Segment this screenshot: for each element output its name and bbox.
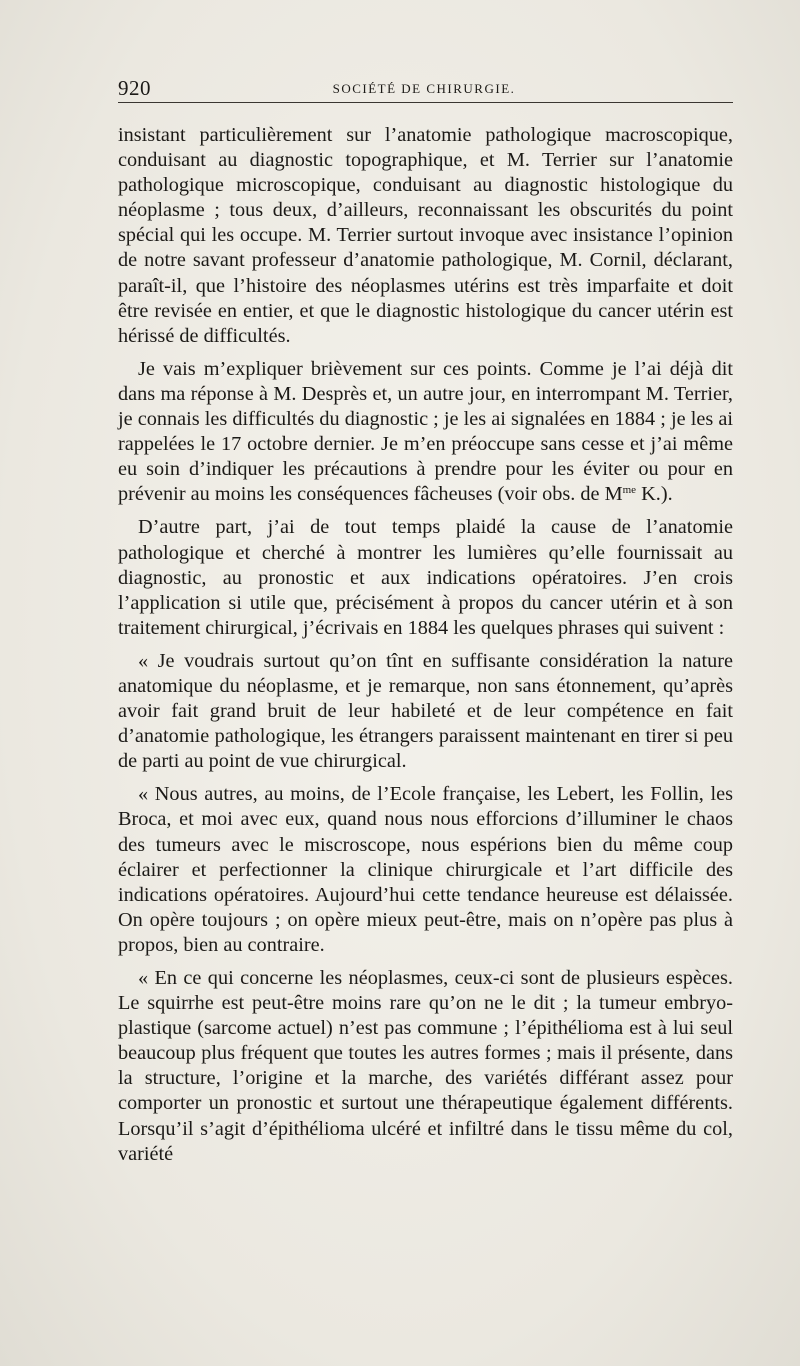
paragraph-2 bbox=[118, 357, 733, 508]
superscript-me: me bbox=[622, 484, 637, 497]
paragraph-3: D’autre part, j’ai de tout temps plaidé la cause de l’anatomie pathologique et cherché à montrer les lumières qu’elle fournissait au diagnostic, au pronostic et aux indications opératoires. J’en crois l’application si utile que, précisément à propos du cancer utérin et à son traitement chirurgical, j’écrivais en 1884 les quelques phrases qui suivent : bbox=[118, 516, 733, 639]
paragraph-2-end: K.). bbox=[636, 483, 673, 506]
header-rule bbox=[118, 102, 733, 103]
paragraph-1: insistant particulièrement sur l’anatomie pathologique macroscopique, conduisant au diagnostic topographique, et M. Terrier sur l’anatomie pathologique microscopique, conduisant au diagnostic histologique du néoplasme ; tous deux, d’ailleurs, reconnaissant les obscurités du point spécial qui les occupe. M. Terrier surtout invoque avec insistance l’opinion de notre savant professeur d’anatomie pathologique, M. Cornil, déclarant, paraît-il, que l’histoire des néoplasmes utérins est très imparfaite et doit être revisée en entier, et que le diagnostic histologique du cancer utérin est hérissé de difficultés. bbox=[118, 124, 733, 347]
paragraph-6: « En ce qui concerne les néoplasmes, ceux-ci sont de plusieurs espèces. Le squirrhe est peut-être moins rare qu’on ne le dit ; la tumeur embryo-plastique (sarcome actuel) n’est pas commune ; l’épithélioma est à lui seul beaucoup plus fréquent que toutes les autres formes ; mais il présente, dans la structure, l’origine et la marche, des variétés différant assez pour comporter un pronostic et surtout une thérapeutique également différents. Lorsqu’il s’agit d’épithélioma ulcéré et infiltré dans le tissu même du col, variété bbox=[118, 967, 733, 1165]
paragraph-5: « Nous autres, au moins, de l’Ecole française, les Lebert, les Follin, les Broca, et moi avec eux, quand nous nous efforcions d’illuminer le chaos des tumeurs avec le miscroscope, nous espérions bien du même coup éclairer et perfectionner la clinique chirurgicale et l’art difficile des indications opératoires. Aujourd’hui cette tendance heureuse est délaissée. On opère toujours ; on opère mieux peut-être, mais on n’opère pas plus à propos, bien au contraire. bbox=[118, 783, 733, 956]
page-number: 920 bbox=[118, 76, 151, 100]
running-title: SOCIÉTÉ DE CHIRURGIE. bbox=[332, 81, 516, 96]
page-header bbox=[118, 76, 730, 100]
paragraph-4: « Je voudrais surtout qu’on tînt en suffisante considération la nature anatomique du néoplasme, et je remarque, non sans étonnement, qu’après avoir fait grand bruit de leur habileté et de leur compétence en fait d’anatomie pathologique, les étrangers paraissent maintenant en tirer si peu de parti au point de vue chirurgical. bbox=[118, 649, 733, 773]
body-text bbox=[118, 123, 733, 1175]
paragraph-2-text: Je vais m’expliquer brièvement sur ces points. Comme je l’ai déjà dit dans ma réponse à M. Desprès et, un autre jour, en interrompant M. Terrier, je connais les difficultés du diagnostic ; je les ai signalées en 1884 ; je les ai rappelées le 17 octobre dernier. Je m’en préoccupe sans cesse et j’ai même eu soin d’indiquer les précautions à prendre pour les éviter ou pour en prévenir au moins les conséquences fâcheuses (voir obs. de M bbox=[118, 357, 733, 506]
